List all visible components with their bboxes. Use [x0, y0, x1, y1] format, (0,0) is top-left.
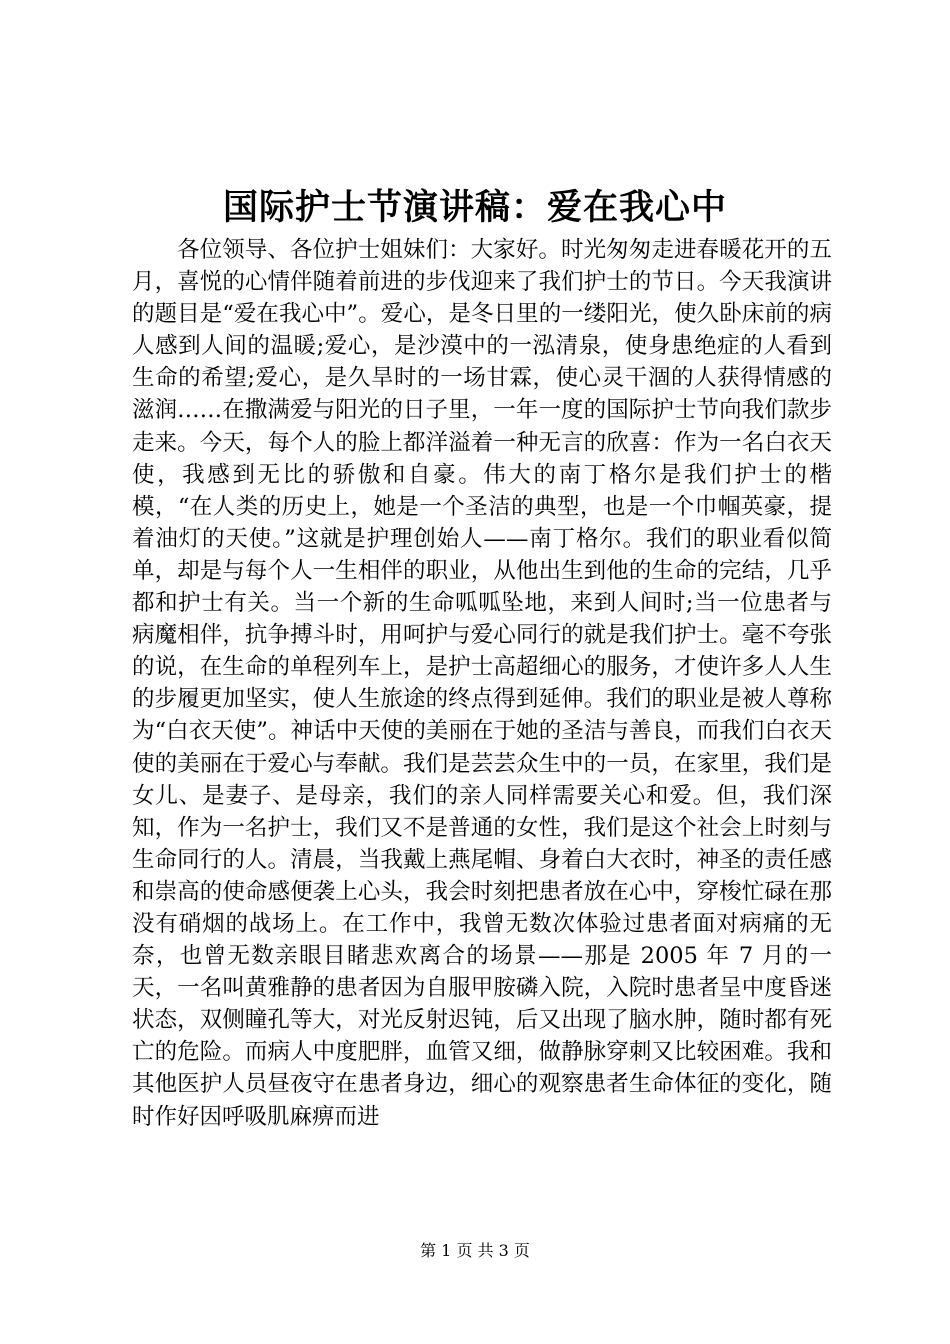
- document-body-paragraph: 各位领导、各位护士姐妹们：大家好。时光匆匆走进春暖花开的五月，喜悦的心情伴随着前进的步伐迎来了我们护士的节日。今天我演讲的题目是“爱在我心中”。爱心，是冬日里的一缕阳光，使久卧床前的病人感到人间的温暖;爱心，是沙漠中的一泓清泉，使身患绝症的人看到生命的希望;爱心，是久旱时的一场甘霖，使心灵干涸的人获得情感的滋润……在撒满爱与阳光的日子里，一年一度的国际护士节向我们款步走来。今天，每个人的脸上都洋溢着一种无言的欣喜：作为一名白衣天使，我感到无比的骄傲和自豪。伟大的南丁格尔是我们护士的楷模，“在人类的历史上，她是一个圣洁的典型，也是一个巾帼英豪，提着油灯的天使。”这就是护理创始人——南丁格尔。我们的职业看似简单，却是与每个人一生相伴的职业，从他出生到他的生命的完结，几乎都和护士有关。当一个新的生命呱呱坠地，来到人间时;当一位患者与病魔相伴，抗争搏斗时，用呵护与爱心同行的就是我们护士。毫不夸张的说，在生命的单程列车上，是护士高超细心的服务，才使许多人人生的步履更加坚实，使人生旅途的终点得到延伸。我们的职业是被人尊称为“白衣天使”。神话中天使的美丽在于她的圣洁与善良，而我们白衣天使的美丽在于爱心与奉献。我们是芸芸众生中的一员，在家里，我们是女儿、是妻子、是母亲，我们的亲人同样需要关心和爱。但，我们深知，作为一名护士，我们又不是普通的女性，我们是这个社会上时刻与生命同行的人。清晨，当我戴上燕尾帽、身着白大衣时，神圣的责任感和崇高的使命感便袭上心头，我会时刻把患者放在心中，穿梭忙碌在那没有硝烟的战场上。在工作中，我曾无数次体验过患者面对病痛的无奈，也曾无数亲眼目睹悲欢离合的场景——那是 2005 年 7 月的一天，一名叫黄雅静的患者因为自服甲胺磷入院，入院时患者呈中度昏迷状态，双侧瞳孔等大，对光反射迟钝，后又出现了脑水肿，随时都有死亡的危险。而病人中度肥胖，血管又细，做静脉穿刺又比较困难。我和其他医护人员昼夜守在患者身边，细心的观察患者生命体征的变化，随时作好因呼吸肌麻痹而进: [132, 237, 832, 1130]
- page-number-label: 第 1 页 共 3 页: [420, 1241, 530, 1260]
- document-title: 国际护士节演讲稿：爱在我心中: [222, 187, 727, 228]
- page-footer: [0, 1240, 950, 1262]
